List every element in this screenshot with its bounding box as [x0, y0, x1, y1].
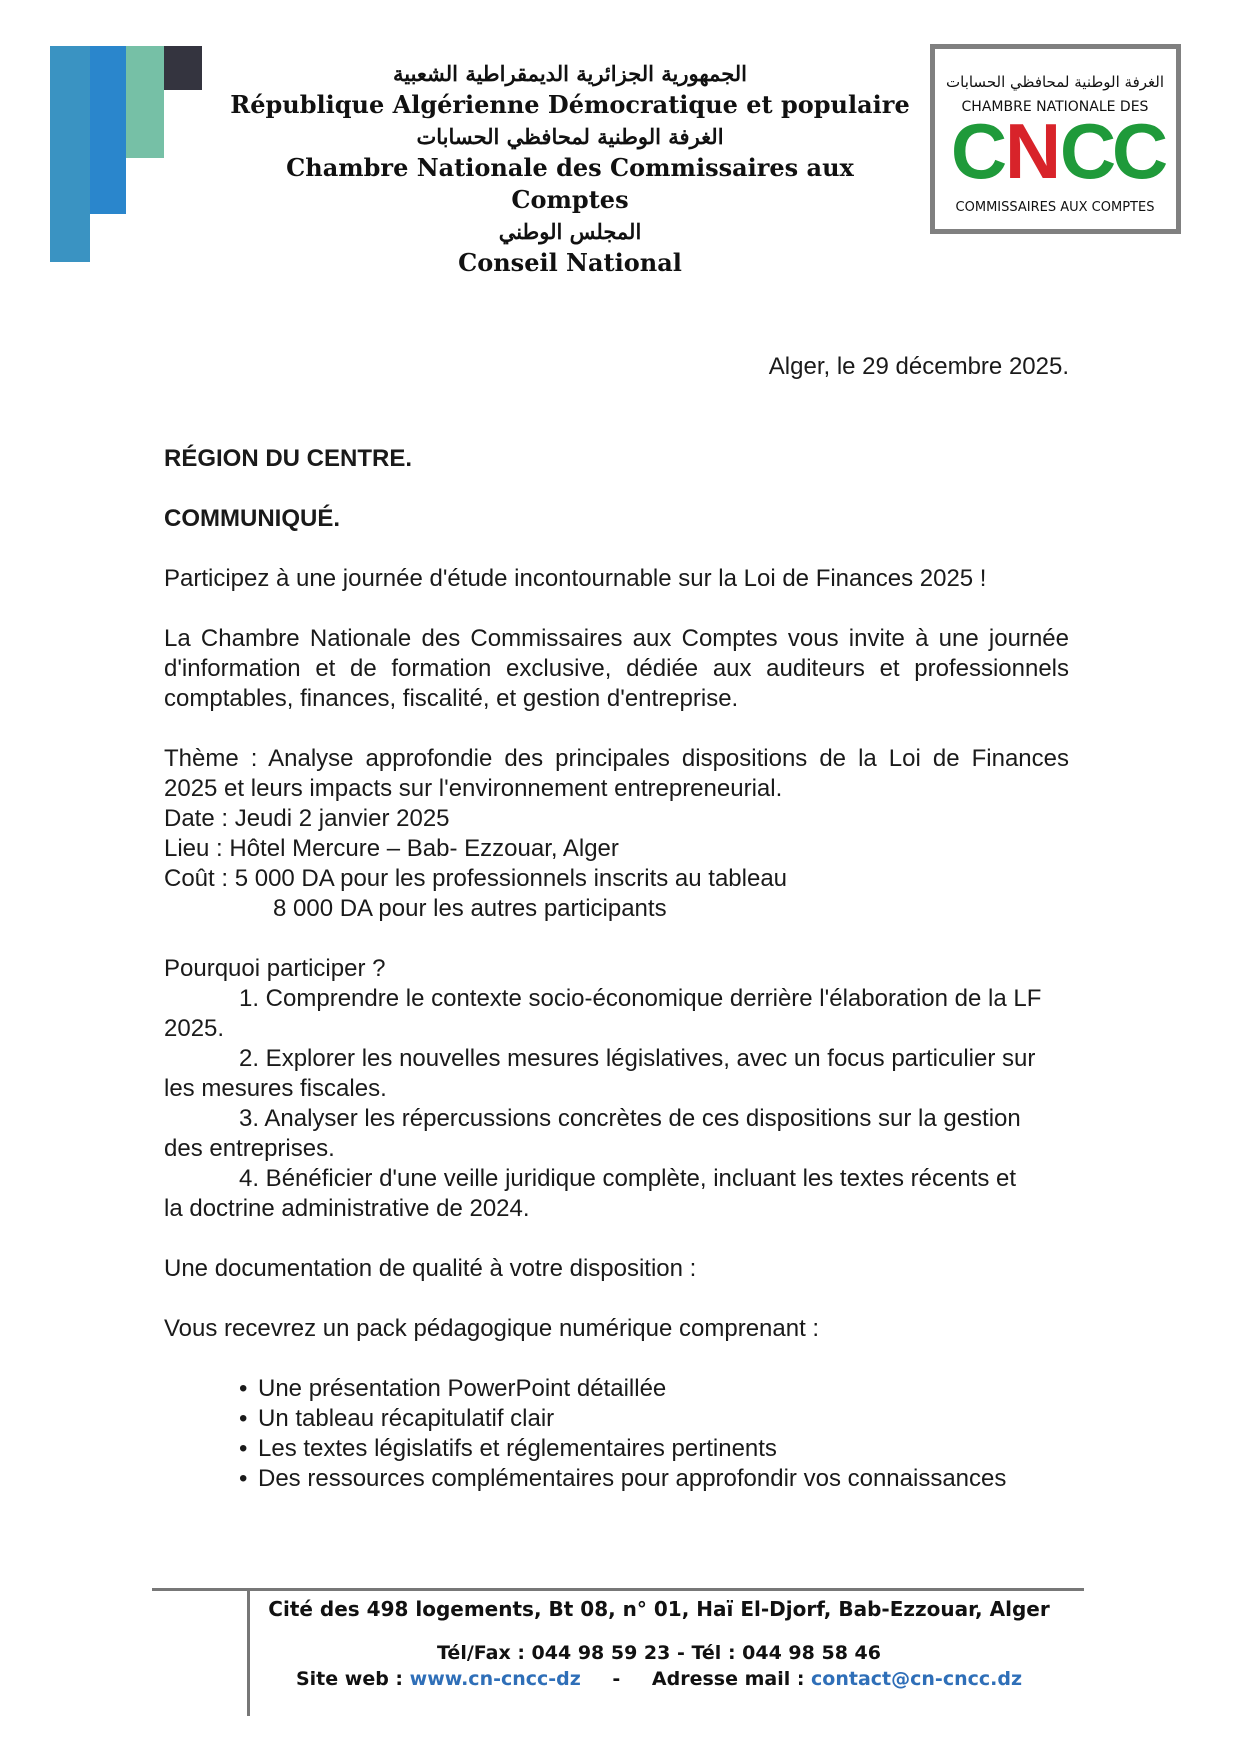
- why-item: [164, 1044, 1069, 1104]
- french-chamber-title: Chambre Nationale des Commissaires aux Comptes: [286, 153, 854, 214]
- arabic-council-title: المجلس الوطني: [498, 219, 642, 244]
- footer-separator: -: [612, 1668, 621, 1690]
- pack-list-block: [164, 1374, 1069, 1494]
- bullet-icon: •: [239, 1375, 248, 1402]
- communique-heading: [164, 504, 1069, 534]
- intro-text: Participez à une journée d'étude incontournable sur la Loi de Finances 2025 !: [164, 565, 987, 592]
- footer-mail-link[interactable]: contact@cn-cncc.dz: [811, 1668, 1023, 1690]
- region-heading: [164, 444, 1069, 474]
- why-item-3-line: 3. Analyser les répercussions concrètes de ces dispositions sur la gestion: [239, 1105, 1021, 1132]
- pack-item-text: Les textes législatifs et réglementaires pertinents: [258, 1435, 777, 1462]
- cncc-logo-graphic: [935, 49, 1176, 229]
- cncc-logo: [930, 44, 1181, 234]
- logo-letter-c2: C: [1059, 107, 1117, 195]
- footer-web-label: Site web :: [295, 1668, 410, 1690]
- pack-intro-text: Vous recevrez un pack pédagogique numérique comprenant :: [164, 1315, 820, 1342]
- logo-letter-c3: C: [1111, 107, 1169, 195]
- arabic-republic-title: الجمهورية الجزائرية الديمقراطية الشعبية: [392, 61, 747, 86]
- event-cost-others: 8 000 DA pour les autres participants: [273, 895, 667, 922]
- letter-date: Alger, le 29 décembre 2025.: [768, 353, 1069, 380]
- list-item: [239, 1374, 1069, 1404]
- footer-divider-horizontal: [152, 1588, 1084, 1591]
- event-details: [164, 744, 1069, 924]
- event-date: Date : Jeudi 2 janvier 2025: [164, 805, 450, 832]
- list-item: [239, 1434, 1069, 1464]
- pack-intro-line: [164, 1314, 1069, 1344]
- why-participate-section: [164, 954, 1069, 1224]
- why-item-2-cont: les mesures fiscales.: [164, 1075, 387, 1102]
- list-item: [239, 1404, 1069, 1434]
- invitation-paragraph: [164, 624, 1069, 714]
- why-item-1-line: 1. Comprendre le contexte socio-économique derrière l'élaboration de la LF: [239, 985, 1042, 1012]
- why-item-4-cont: la doctrine administrative de 2024.: [164, 1195, 530, 1222]
- documentation-text: Une documentation de qualité à votre disposition :: [164, 1255, 697, 1282]
- pack-list: [164, 1374, 1069, 1494]
- documentation-line: [164, 1254, 1069, 1284]
- footer-divider-vertical: [247, 1588, 250, 1716]
- list-item: [239, 1464, 1069, 1494]
- logo-letter-c1: C: [950, 107, 1008, 195]
- logo-top-text: CHAMBRE NATIONALE DES: [961, 99, 1149, 115]
- letterhead: [230, 58, 910, 279]
- logo-acronym: [951, 107, 1168, 195]
- decorative-bar-2: [90, 46, 126, 214]
- why-item: [164, 1164, 1069, 1224]
- why-item: [164, 984, 1069, 1044]
- logo-bottom-text: COMMISSAIRES AUX COMPTES: [955, 200, 1155, 215]
- bullet-icon: •: [239, 1435, 248, 1462]
- why-item-1-cont: 2025.: [164, 1015, 225, 1042]
- bullet-icon: •: [239, 1465, 248, 1492]
- bullet-icon: •: [239, 1405, 248, 1432]
- why-item: [164, 1104, 1069, 1164]
- event-theme: Thème : Analyse approfondie des principales dispositions de la Loi de Finances 2025 et leurs impacts sur l'environnement entrepreneurial.: [164, 745, 1069, 802]
- why-item-3-cont: des entreprises.: [164, 1135, 335, 1162]
- footer-phone: [254, 1640, 1064, 1666]
- arabic-chamber-title: الغرفة الوطنية لمحافظي الحسابات: [416, 124, 724, 149]
- logo-letter-n: N: [1004, 107, 1062, 195]
- why-heading: Pourquoi participer ?: [164, 955, 386, 982]
- french-council-title: Conseil National: [458, 248, 682, 277]
- footer-address-text: Cité des 498 logements, Bt 08, n° 01, Haï El-Djorf, Bab-Ezzouar, Alger: [268, 1597, 1050, 1621]
- pack-item-text: Un tableau récapitulatif clair: [258, 1405, 555, 1432]
- pack-item-text: Une présentation PowerPoint détaillée: [258, 1375, 667, 1402]
- region-title: RÉGION DU CENTRE.: [164, 445, 413, 472]
- decorative-bar-4: [164, 46, 202, 90]
- footer-phone-text: Tél/Fax : 044 98 59 23 - Tél : 044 98 58 46: [437, 1642, 881, 1664]
- french-republic-title: République Algérienne Démocratique et populaire: [230, 90, 910, 119]
- footer-address: [254, 1596, 1064, 1622]
- decorative-bar-1: [50, 46, 90, 262]
- pack-item-text: Des ressources complémentaires pour approfondir vos connaissances: [258, 1465, 1007, 1492]
- intro-paragraph: [164, 564, 1069, 594]
- event-location: Lieu : Hôtel Mercure – Bab- Ezzouar, Alger: [164, 835, 619, 862]
- why-item-4-line: 4. Bénéficier d'une veille juridique complète, incluant les textes récents et: [239, 1165, 1017, 1192]
- communique-title: COMMUNIQUÉ.: [164, 505, 340, 532]
- decorative-bar-3: [126, 46, 164, 158]
- footer-mail-label: Adresse mail :: [651, 1668, 812, 1690]
- why-item-2-line: 2. Explorer les nouvelles mesures législatives, avec un focus particulier sur: [239, 1045, 1036, 1072]
- footer-web-link[interactable]: www.cn-cncc-dz: [409, 1668, 581, 1690]
- event-cost-members: Coût : 5 000 DA pour les professionnels inscrits au tableau: [164, 865, 788, 892]
- invitation-text: La Chambre Nationale des Commissaires aux Comptes vous invite à une journée d'information et de formation exclusive, dédiée aux auditeurs et professionnels comptables, finances, fiscalité, et gestion d'entreprise.: [164, 625, 1069, 712]
- logo-arabic-text: الغرفة الوطنية لمحافظي الحسابات: [946, 73, 1164, 91]
- footer-contacts: [254, 1666, 1064, 1692]
